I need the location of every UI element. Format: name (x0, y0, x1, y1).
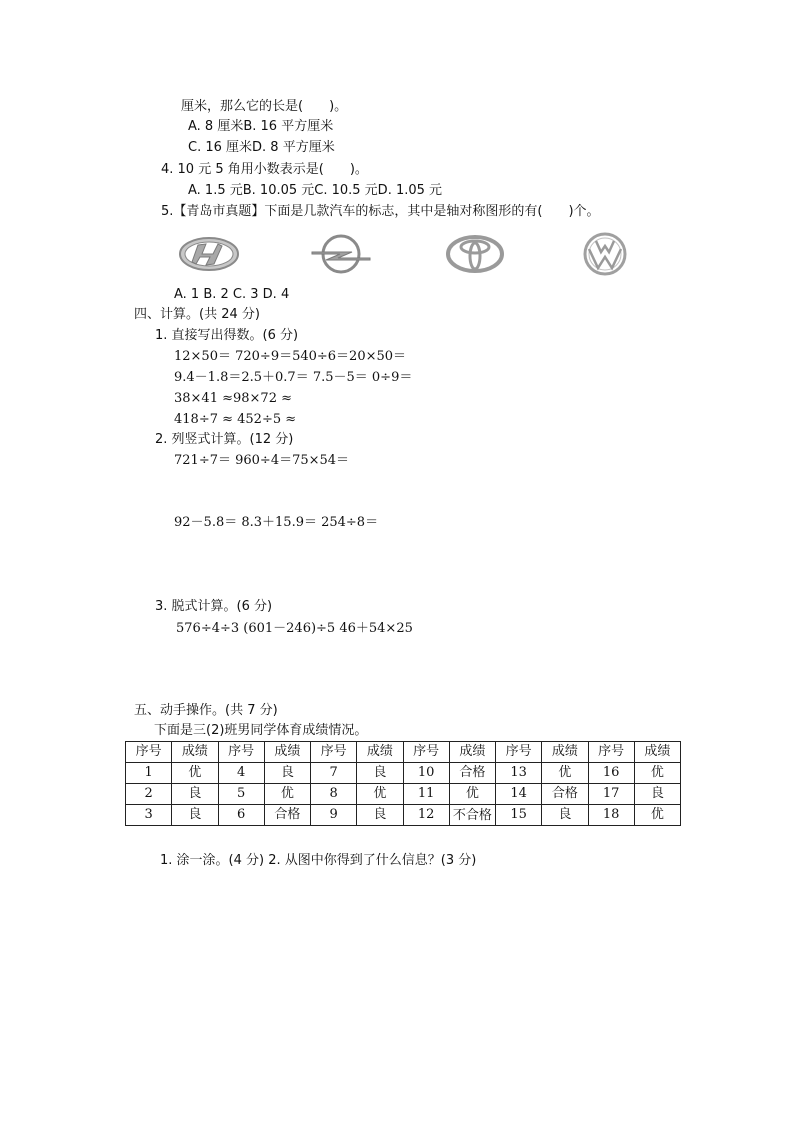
header-cell: 序号 (588, 742, 634, 763)
section4-part2-line: 721÷7＝ 960÷4＝75×54＝ (174, 453, 350, 468)
table-cell: 优 (264, 784, 310, 805)
section4-part3-line: 576÷4÷3 (601－246)÷5 46＋54×25 (176, 621, 413, 636)
table-cell: 7 (311, 763, 357, 784)
q4-options: A. 1.5 元B. 10.05 元C. 10.5 元D. 1.05 元 (188, 183, 443, 198)
table-cell: 良 (264, 763, 310, 784)
section4-part1-line: 38×41 ≈98×72 ≈ (174, 391, 293, 406)
table-cell: 9 (311, 805, 357, 826)
table-cell: 14 (496, 784, 542, 805)
table-cell: 优 (449, 784, 495, 805)
table-cell: 16 (588, 763, 634, 784)
header-cell: 序号 (311, 742, 357, 763)
table-cell: 良 (172, 784, 218, 805)
grades-table (125, 741, 681, 826)
table-cell: 优 (634, 805, 680, 826)
table-cell: 13 (496, 763, 542, 784)
section4-part2-line: 92－5.8＝ 8.3＋15.9＝ 254÷8＝ (174, 515, 379, 530)
table-cell: 2 (126, 784, 172, 805)
table-cell: 17 (588, 784, 634, 805)
table-cell: 4 (218, 763, 264, 784)
table-cell: 良 (634, 784, 680, 805)
header-cell: 成绩 (449, 742, 495, 763)
hyundai-logo (178, 232, 240, 276)
table-header-row (126, 742, 681, 763)
table-cell: 11 (403, 784, 449, 805)
section4-part2-title: 2. 列竖式计算。(12 分) (155, 432, 294, 447)
table-cell: 18 (588, 805, 634, 826)
table-cell: 合格 (542, 784, 588, 805)
q5-options: A. 1 B. 2 C. 3 D. 4 (174, 287, 290, 302)
section4-title: 四、计算。(共 24 分) (134, 307, 260, 322)
header-cell: 成绩 (264, 742, 310, 763)
table-cell: 12 (403, 805, 449, 826)
section4-part1-line: 12×50＝ 720÷9＝540÷6＝20×50＝ (174, 349, 407, 364)
table-cell: 良 (357, 805, 403, 826)
section4-part1-line: 9.4－1.8＝2.5＋0.7＝ 7.5－5＝ 0÷9＝ (174, 370, 413, 385)
table-row (126, 784, 681, 805)
table-cell: 5 (218, 784, 264, 805)
table-cell: 合格 (449, 763, 495, 784)
volkswagen-logo (574, 232, 636, 276)
table-cell: 8 (311, 784, 357, 805)
header-cell: 成绩 (634, 742, 680, 763)
table-row (126, 763, 681, 784)
table-cell: 10 (403, 763, 449, 784)
header-cell: 成绩 (357, 742, 403, 763)
section4-part1-line: 418÷7 ≈ 452÷5 ≈ (174, 412, 297, 427)
section5-followup: 1. 涂一涂。(4 分) 2. 从图中你得到了什么信息？(3 分) (160, 853, 477, 868)
table-cell: 优 (542, 763, 588, 784)
q2-stem-continued: 厘米，那么它的长是( )。 (181, 99, 348, 114)
header-cell: 序号 (218, 742, 264, 763)
table-cell: 优 (172, 763, 218, 784)
header-cell: 序号 (496, 742, 542, 763)
table-cell: 良 (172, 805, 218, 826)
header-cell: 成绩 (172, 742, 218, 763)
section4-part1-title: 1. 直接写出得数。(6 分) (155, 328, 299, 343)
section5-intro: 下面是三(2)班男同学体育成绩情况。 (154, 723, 368, 738)
header-cell: 成绩 (542, 742, 588, 763)
table-cell: 3 (126, 805, 172, 826)
table-cell: 良 (357, 763, 403, 784)
q2-options-1: A. 8 厘米B. 16 平方厘米 (188, 119, 334, 134)
table-cell: 6 (218, 805, 264, 826)
table-cell: 15 (496, 805, 542, 826)
table-cell: 优 (634, 763, 680, 784)
table-cell: 不合格 (449, 805, 495, 826)
table-cell: 优 (357, 784, 403, 805)
toyota-logo (444, 232, 506, 276)
section4-part3-title: 3. 脱式计算。(6 分) (155, 599, 273, 614)
q2-options-2: C. 16 厘米D. 8 平方厘米 (188, 140, 335, 155)
opel-logo (310, 232, 372, 276)
table-cell: 良 (542, 805, 588, 826)
table-cell: 1 (126, 763, 172, 784)
section5-title: 五、动手操作。(共 7 分) (134, 703, 278, 718)
table-row (126, 805, 681, 826)
q5-stem: 5.【青岛市真题】下面是几款汽车的标志，其中是轴对称图形的有( )个。 (161, 204, 600, 219)
table-cell: 合格 (264, 805, 310, 826)
header-cell: 序号 (126, 742, 172, 763)
q4-stem: 4. 10 元 5 角用小数表示是( )。 (161, 162, 368, 177)
header-cell: 序号 (403, 742, 449, 763)
